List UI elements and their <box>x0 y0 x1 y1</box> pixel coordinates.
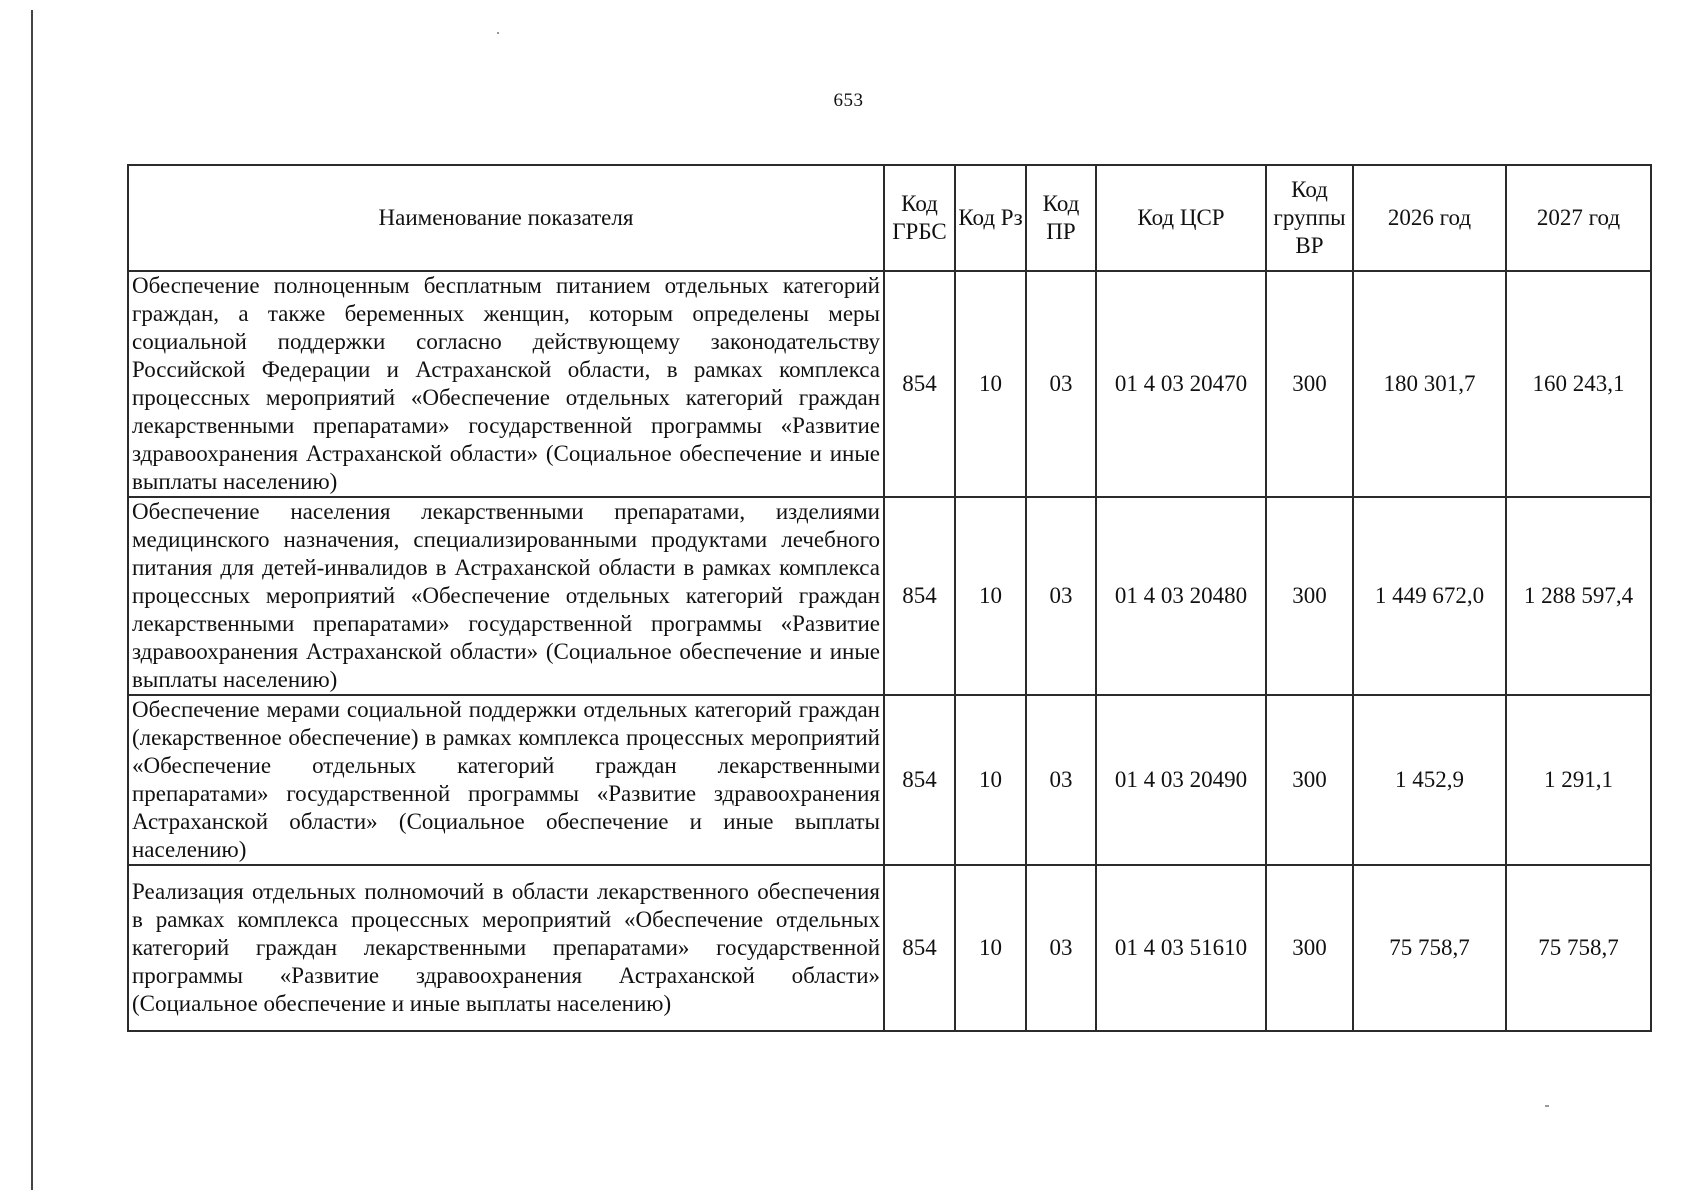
row-name: Обеспечение полноценным бесплатным питанием отдельных категорий граждан, а также беременных женщин, которым определены меры социальной поддержки согласно действующему законодательству Российской Федерации и Астраханской области, в рамках комплекса процессных мероприятий «Обеспечение отдельных категорий граждан лекарственными препаратами» государственной программы «Развитие здравоохранения Астраханской области» (Социальное обеспечение и иные выплаты населению) <box>128 271 884 497</box>
row-rz: 10 <box>955 865 1026 1031</box>
row-2026: 75 758,7 <box>1353 865 1506 1031</box>
row-2026: 180 301,7 <box>1353 271 1506 497</box>
row-grbs: 854 <box>884 865 955 1031</box>
row-csr: 01 4 03 20470 <box>1096 271 1266 497</box>
row-vr: 300 <box>1266 497 1353 695</box>
table-row <box>128 497 1651 695</box>
row-pr: 03 <box>1026 271 1096 497</box>
header-name: Наименование показателя <box>128 165 884 271</box>
row-2026: 1 449 672,0 <box>1353 497 1506 695</box>
header-grbs: Код ГРБС <box>884 165 955 271</box>
row-2027: 75 758,7 <box>1506 865 1651 1031</box>
left-margin-rule <box>31 10 33 1190</box>
row-rz: 10 <box>955 271 1026 497</box>
header-2026: 2026 год <box>1353 165 1506 271</box>
row-csr: 01 4 03 20490 <box>1096 695 1266 865</box>
table-row <box>128 865 1651 1031</box>
header-csr: Код ЦСР <box>1096 165 1266 271</box>
table-row <box>128 271 1651 497</box>
budget-table <box>127 164 1652 1032</box>
row-pr: 03 <box>1026 497 1096 695</box>
row-pr: 03 <box>1026 695 1096 865</box>
row-vr: 300 <box>1266 271 1353 497</box>
row-pr: 03 <box>1026 865 1096 1031</box>
row-csr: 01 4 03 20480 <box>1096 497 1266 695</box>
scan-speck <box>497 32 499 34</box>
row-rz: 10 <box>955 695 1026 865</box>
row-grbs: 854 <box>884 497 955 695</box>
row-vr: 300 <box>1266 865 1353 1031</box>
table-row <box>128 695 1651 865</box>
header-rz: Код Рз <box>955 165 1026 271</box>
row-rz: 10 <box>955 497 1026 695</box>
scan-speck <box>1545 1105 1549 1107</box>
row-2027: 1 288 597,4 <box>1506 497 1651 695</box>
row-vr: 300 <box>1266 695 1353 865</box>
row-grbs: 854 <box>884 271 955 497</box>
row-grbs: 854 <box>884 695 955 865</box>
row-csr: 01 4 03 51610 <box>1096 865 1266 1031</box>
page-number: 653 <box>833 90 864 111</box>
row-2027: 160 243,1 <box>1506 271 1651 497</box>
header-2027: 2027 год <box>1506 165 1651 271</box>
row-2027: 1 291,1 <box>1506 695 1651 865</box>
row-name: Реализация отдельных полномочий в области лекарственного обеспечения в рамках комплекса процессных мероприятий «Обеспечение отдельных категорий граждан лекарственными препаратами» государственной программы «Развитие здравоохранения Астраханской области» (Социальное обеспечение и иные выплаты населению) <box>128 865 884 1031</box>
row-2026: 1 452,9 <box>1353 695 1506 865</box>
header-pr: Код ПР <box>1026 165 1096 271</box>
row-name: Обеспечение населения лекарственными препаратами, изделиями медицинского назначения, специализированными продуктами лечебного питания для детей-инвалидов в Астраханской области в рамках комплекса процессных мероприятий «Обеспечение отдельных категорий граждан лекарственными препаратами» государственной программы «Развитие здравоохранения Астраханской области» (Социальное обеспечение и иные выплаты населению) <box>128 497 884 695</box>
row-name: Обеспечение мерами социальной поддержки отдельных категорий граждан (лекарственное обеспечение) в рамках комплекса процессных мероприятий «Обеспечение отдельных категорий граждан лекарственными препаратами» государственной программы «Развитие здравоохранения Астраханской области» (Социальное обеспечение и иные выплаты населению) <box>128 695 884 865</box>
table-header-row <box>128 165 1651 271</box>
header-vr: Код группы ВР <box>1266 165 1353 271</box>
